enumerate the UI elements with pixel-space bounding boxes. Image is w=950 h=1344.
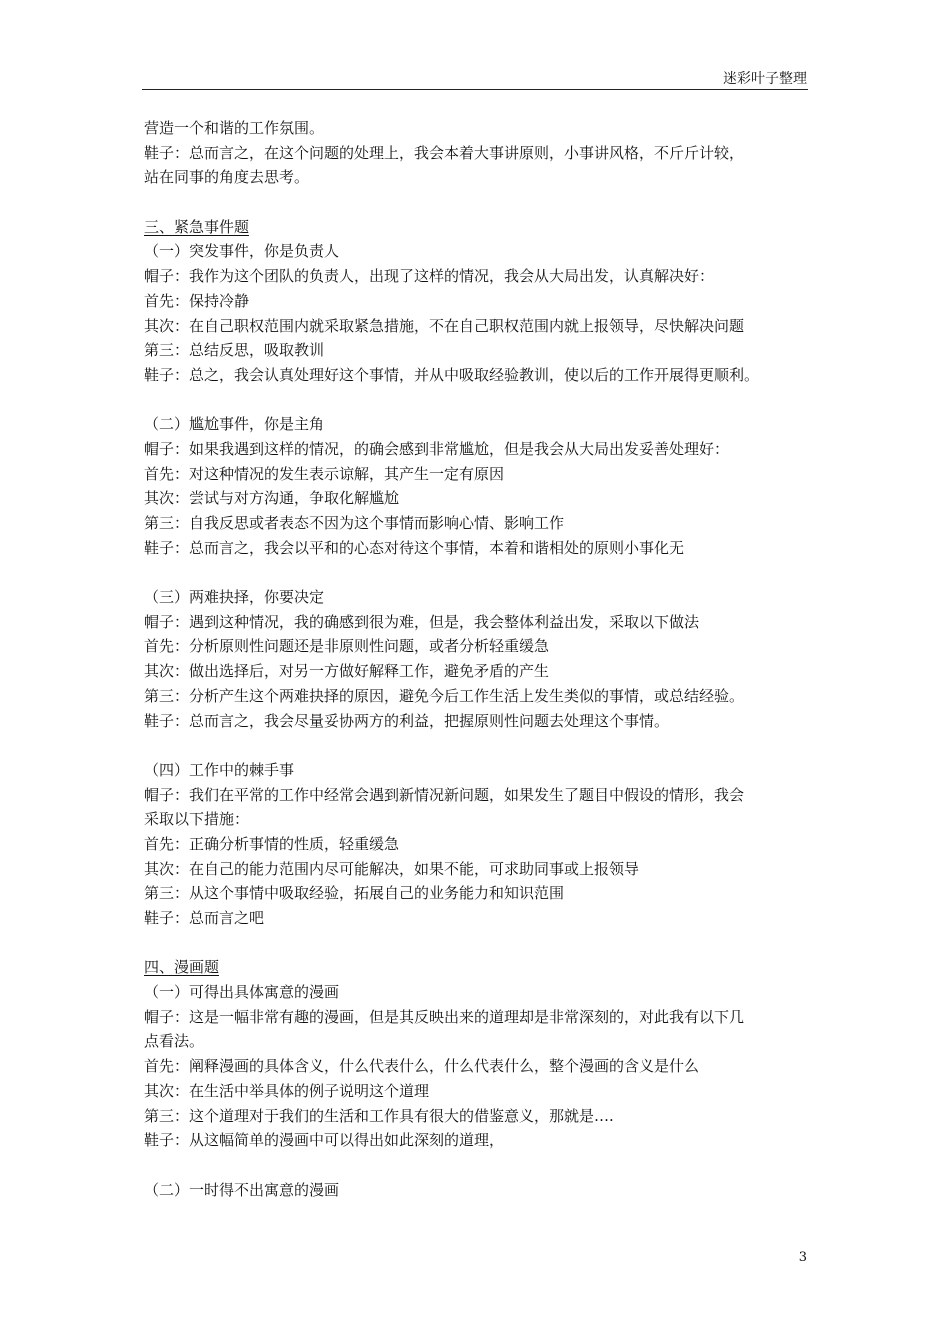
blank-line — [144, 1153, 810, 1178]
text-line: （三）两难抉择，你要决定 — [144, 588, 325, 607]
text-line: 鞋子：总而言之，在这个问题的处理上，我会本着大事讲原则，小事讲风格，不斤斤计较， — [144, 143, 745, 162]
text-line: （一）可得出具体寓意的漫画 — [144, 983, 340, 1002]
text-line: 鞋子：总而言之，我会以平和的心态对待这个事情，本着和谐相处的原则小事化无 — [144, 538, 685, 557]
text-line: 帽子：遇到这种情况，我的确感到很为难，但是，我会整体利益出发，采取以下做法 — [144, 612, 700, 631]
text-line: 首先：保持冷静 — [144, 291, 250, 310]
text-line: 帽子：我作为这个团队的负责人，出现了这样的情况，我会从大局出发，认真解决好： — [144, 267, 715, 286]
text-line: 帽子：这是一幅非常有趣的漫画，但是其反映出来的道理却是非常深刻的，对此我有以下几 — [144, 1007, 745, 1026]
section-heading: 四、漫画题 — [144, 958, 220, 977]
text-line: 其次：尝试与对方沟通，争取化解尴尬 — [144, 489, 400, 508]
section-heading: 三、紧急事件题 — [144, 217, 250, 236]
text-line: 采取以下措施： — [144, 810, 250, 829]
text-line: 第三：从这个事情中吸取经验，拓展自己的业务能力和知识范围 — [144, 884, 565, 903]
page-number: 3 — [798, 1250, 807, 1265]
document-body — [144, 116, 810, 1202]
text-line: 第三：总结反思，吸取教训 — [144, 341, 325, 360]
text-line: 站在同事的角度去思考。 — [144, 168, 310, 187]
text-line: 鞋子：总而言之吧 — [144, 909, 265, 927]
blank-line — [144, 931, 810, 956]
text-line: 首先：正确分析事情的性质，轻重缓急 — [144, 834, 400, 853]
text-line: 其次：在自己的能力范围内尽可能解决，如果不能，可求助同事或上报领导 — [144, 859, 640, 878]
text-line: （二）一时得不出寓意的漫画 — [144, 1180, 340, 1199]
text-line: 首先：分析原则性问题还是非原则性问题，或者分析轻重缓急 — [144, 637, 550, 656]
blank-line — [144, 560, 810, 585]
text-line: 帽子：如果我遇到这样的情况，的确会感到非常尴尬，但是我会从大局出发妥善处理好： — [144, 439, 730, 458]
text-line: 营造一个和谐的工作氛围。 — [144, 119, 325, 137]
text-line: （四）工作中的棘手事 — [144, 760, 295, 779]
text-line: （一）突发事件，你是负责人 — [144, 242, 340, 261]
text-line: （二）尴尬事件，你是主角 — [144, 415, 325, 434]
header-divider — [142, 89, 808, 90]
text-line: 首先：阐释漫画的具体含义，什么代表什么，什么代表什么，整个漫画的含义是什么 — [144, 1057, 700, 1076]
text-line: 鞋子：从这幅简单的漫画中可以得出如此深刻的道理， — [144, 1131, 505, 1150]
text-line: 第三：分析产生这个两难抉择的原因，避免今后工作生活上发生类似的事情，或总结经验。 — [144, 686, 745, 705]
text-line: 鞋子：总之，我会认真处理好这个事情，并从中吸取经验教训，使以后的工作开展得更顺利。 — [144, 365, 760, 384]
blank-line — [144, 733, 810, 758]
text-line: 帽子：我们在平常的工作中经常会遇到新情况新问题，如果发生了题目中假设的情形，我会 — [144, 785, 745, 804]
text-line: 第三：这个道理对于我们的生活和工作具有很大的借鉴意义，那就是…. — [144, 1106, 614, 1125]
blank-line — [144, 388, 810, 413]
text-line: 其次：在自己职权范围内就采取紧急措施，不在自己职权范围内就上报领导，尽快解决问题 — [144, 316, 745, 335]
text-line: 其次：做出选择后，对另一方做好解释工作，避免矛盾的产生 — [144, 662, 550, 681]
text-line: 第三：自我反思或者表态不因为这个事情而影响心情、影响工作 — [144, 514, 565, 532]
text-line: 首先：对这种情况的发生表示谅解，其产生一定有原因 — [144, 464, 505, 483]
text-line: 其次：在生活中举具体的例子说明这个道理 — [144, 1081, 430, 1100]
text-line: 点看法。 — [144, 1032, 205, 1051]
blank-line — [144, 190, 810, 215]
text-line: 鞋子：总而言之，我会尽量妥协两方的利益，把握原则性问题去处理这个事情。 — [144, 711, 670, 730]
page-header-text: 迷彩叶子整理 — [723, 71, 807, 87]
